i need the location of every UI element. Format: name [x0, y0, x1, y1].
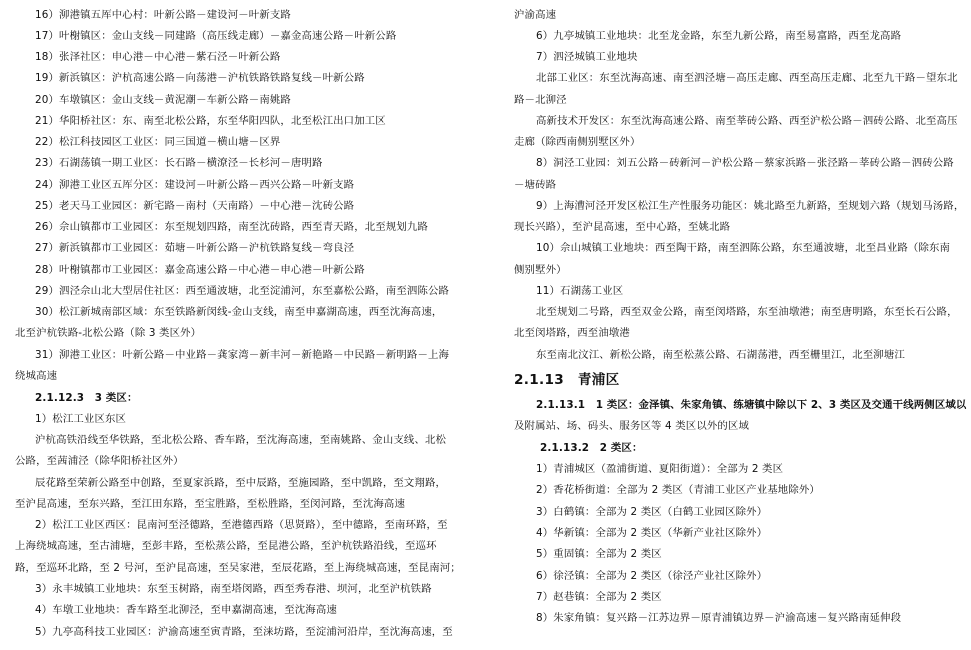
text-line: 5）九亭高科技工业园区：沪渝高速至寅青路，至涞坊路，至淀浦河沿岸，至沈海高速，至 [35, 626, 453, 638]
text-line: 18）张泽社区：申心港－中心港－紫石泾－叶新公路 [35, 51, 281, 63]
text-line: 24）泖港工业区五厍分区：建设河－叶新公路－西兴公路－叶新支路 [35, 179, 355, 191]
text-line: 17）叶榭镇区：金山支线－同建路（高压线走廊）－嘉金高速公路－叶新公路 [35, 30, 397, 42]
text-line: 现长兴路），至沪昆高速，至中心路，至姚北路 [514, 221, 731, 233]
text-line: 沪杭高铁沿线至华铁路，至北松公路、香车路，至沈海高速，至南姚路、金山支线、北松 [35, 434, 447, 446]
text-line: 28）叶榭镇都市工业园区：嘉金高速公路－中心港－申心港－叶新公路 [35, 264, 365, 276]
text-line: 19）新浜镇区：沪杭高速公路－向荡港－沪杭铁路铁路复线－叶新公路 [35, 72, 365, 84]
text-line: 至沪昆高速，至东兴路，至江田东路，至宝胜路，至松胜路，至闵河路，至沈海高速 [15, 498, 405, 510]
text-line: 2）松江工业区西区：昆南河至泾德路，至港德西路（思贤路），至中德路，至南环路，至 [35, 519, 448, 531]
text-line: 6）九亭城镇工业地块：北至龙金路，东至九新公路，南至易富路，西至龙高路 [536, 30, 902, 42]
text-line: 高新技术开发区：东至沈海高速公路、南至莘砖公路、西至沪松公路－泗砖公路、北至高压 [536, 115, 958, 127]
text-line: 25）老天马工业园区：新宅路－南村（天南路）－中心港－沈砖公路 [35, 200, 355, 212]
text-line: 1）松江工业区东区 [35, 413, 127, 425]
text-line: 北至规划二号路，西至双金公路，南至闵塔路，东至油墩港；南至唐明路，东至长石公路， [536, 306, 958, 318]
section-heading: 2.1.13.2 2 类区： [540, 442, 643, 454]
text-line: 7）泗泾城镇工业地块 [536, 51, 638, 63]
section-heading: 2.1.12.3 3 类区： [35, 392, 138, 404]
text-line: 26）佘山镇都市工业园区：东至规划四路，南至沈砖路，西至青天路，北至规划九路 [35, 221, 428, 233]
text-line: 路，至巡环北路，至 2 号河，至沪昆高速，至吴家港，至辰花路，至上海绕城高速，至昆南河； [15, 562, 461, 574]
text-line: 1）青浦城区（盈浦街道、夏阳街道）：全部为 2 类区 [536, 463, 784, 475]
text-line: 公路，至茜浦泾（除华阳桥社区外） [15, 455, 184, 467]
text-line: 路－北泖泾 [514, 94, 567, 106]
text-line: 6）徐泾镇：全部为 2 类区（徐泾产业社区除外） [536, 570, 768, 582]
text-line: 16）泖港镇五厍中心村：叶新公路－建设河－叶新支路 [35, 9, 291, 21]
text-line: 8）洞泾工业园：刘五公路－砖新河－沪松公路－蔡家浜路－张泾路－莘砖公路－泗砖公路 [536, 157, 954, 169]
text-line: 21）华阳桥社区：东、南至北松公路，东至华阳四队，北至松江出口加工区 [35, 115, 386, 127]
text-line: 23）石湖荡镇一期工业区：长石路－横潦泾－长杉河－唐明路 [35, 157, 323, 169]
text-line: 侧别墅外） [514, 264, 567, 276]
text-line: 8）朱家角镇：复兴路－江苏边界－原青浦镇边界－沪渝高速－复兴路南延伸段 [536, 612, 902, 624]
text-line: 北部工业区：东至沈海高速、南至泗泾塘－高压走廊、西至高压走廊、北至九干路－望东北 [536, 72, 958, 84]
text-line: 走廊（除西南侧别墅区外） [514, 136, 641, 148]
text-line: 29）泗泾佘山北大型居住社区：西至通波塘，北至淀浦河，东至嘉松公路，南至泗陈公路 [35, 285, 450, 297]
text-line: 30）松江新城南部区域：东至铁路新闵线-金山支线，南至申嘉湖高速，西至沈海高速， [35, 306, 443, 318]
section-heading: 2.1.13.1 1 类区：金泽镇、朱家角镇、练塘镇中除以下 2、3 类区及交通干线两侧区域以 [536, 399, 967, 411]
text-line: 辰花路至荣新公路至中创路，至夏家浜路，至中辰路，至施园路，至中凯路，至文翔路， [35, 477, 447, 489]
text-line: －塘砖路 [514, 179, 557, 191]
text-line: 31）泖港工业区：叶新公路－中业路－龚家湾－新丰河－新艳路－中民路－新明路－上海 [35, 349, 450, 361]
section-title: 2.1.13 青浦区 [514, 372, 620, 388]
text-line: 东至南北汶江、新松公路，南至松蒸公路、石湖荡港，西至栅里江，北至泖塘江 [536, 349, 905, 361]
text-line: 22）松江科技园区工业区：同三国道－横山塘－区界 [35, 136, 281, 148]
text-line: 上海绕城高速，至古浦塘，至彭丰路，至松蒸公路，至昆港公路，至沪杭铁路沿线，至巡环 [15, 540, 437, 552]
text-line: 20）车墩镇区：金山支线－黄泥潮－车新公路－南姚路 [35, 94, 291, 106]
text-line: 11）石湖荡工业区 [536, 285, 624, 297]
text-line: 北至闵塔路，西至油墩港 [514, 327, 630, 339]
text-line: 3）白鹤镇：全部为 2 类区（白鹤工业园区除外） [536, 506, 768, 518]
text-line: 3）永丰城镇工业地块：东至玉树路，南至塔闵路，西至秀春港、坝河，北至沪杭铁路 [35, 583, 432, 595]
text-line: 绕城高速 [15, 370, 58, 382]
text-line: 9）上海漕河泾开发区松江生产性服务功能区：姚北路至九新路，至规划六路（规划马汤路， [536, 200, 965, 212]
text-line: 北至沪杭铁路-北松公路（除 3 类区外） [15, 327, 202, 339]
text-line: 及附属站、场、码头、服务区等 4 类区以外的区域 [514, 420, 750, 432]
text-line: 10）佘山城镇工业地块：西至陶干路，南至泗陈公路，东至通波塘，北至昌业路（除东南 [536, 242, 951, 254]
text-line: 5）重固镇：全部为 2 类区 [536, 548, 662, 560]
text-line: 2）香花桥街道：全部为 2 类区（青浦工业区产业基地除外） [536, 484, 820, 496]
text-line: 沪渝高速 [514, 9, 557, 21]
text-line: 27）新浜镇都市工业园区：茹塘－叶新公路－沪杭铁路复线－弯良泾 [35, 242, 355, 254]
text-line: 4）车墩工业地块：香车路至北泖泾，至申嘉湖高速，至沈海高速 [35, 604, 337, 616]
text-line: 4）华新镇：全部为 2 类区（华新产业社区除外） [536, 527, 768, 539]
text-line: 7）赵巷镇：全部为 2 类区 [536, 591, 662, 603]
